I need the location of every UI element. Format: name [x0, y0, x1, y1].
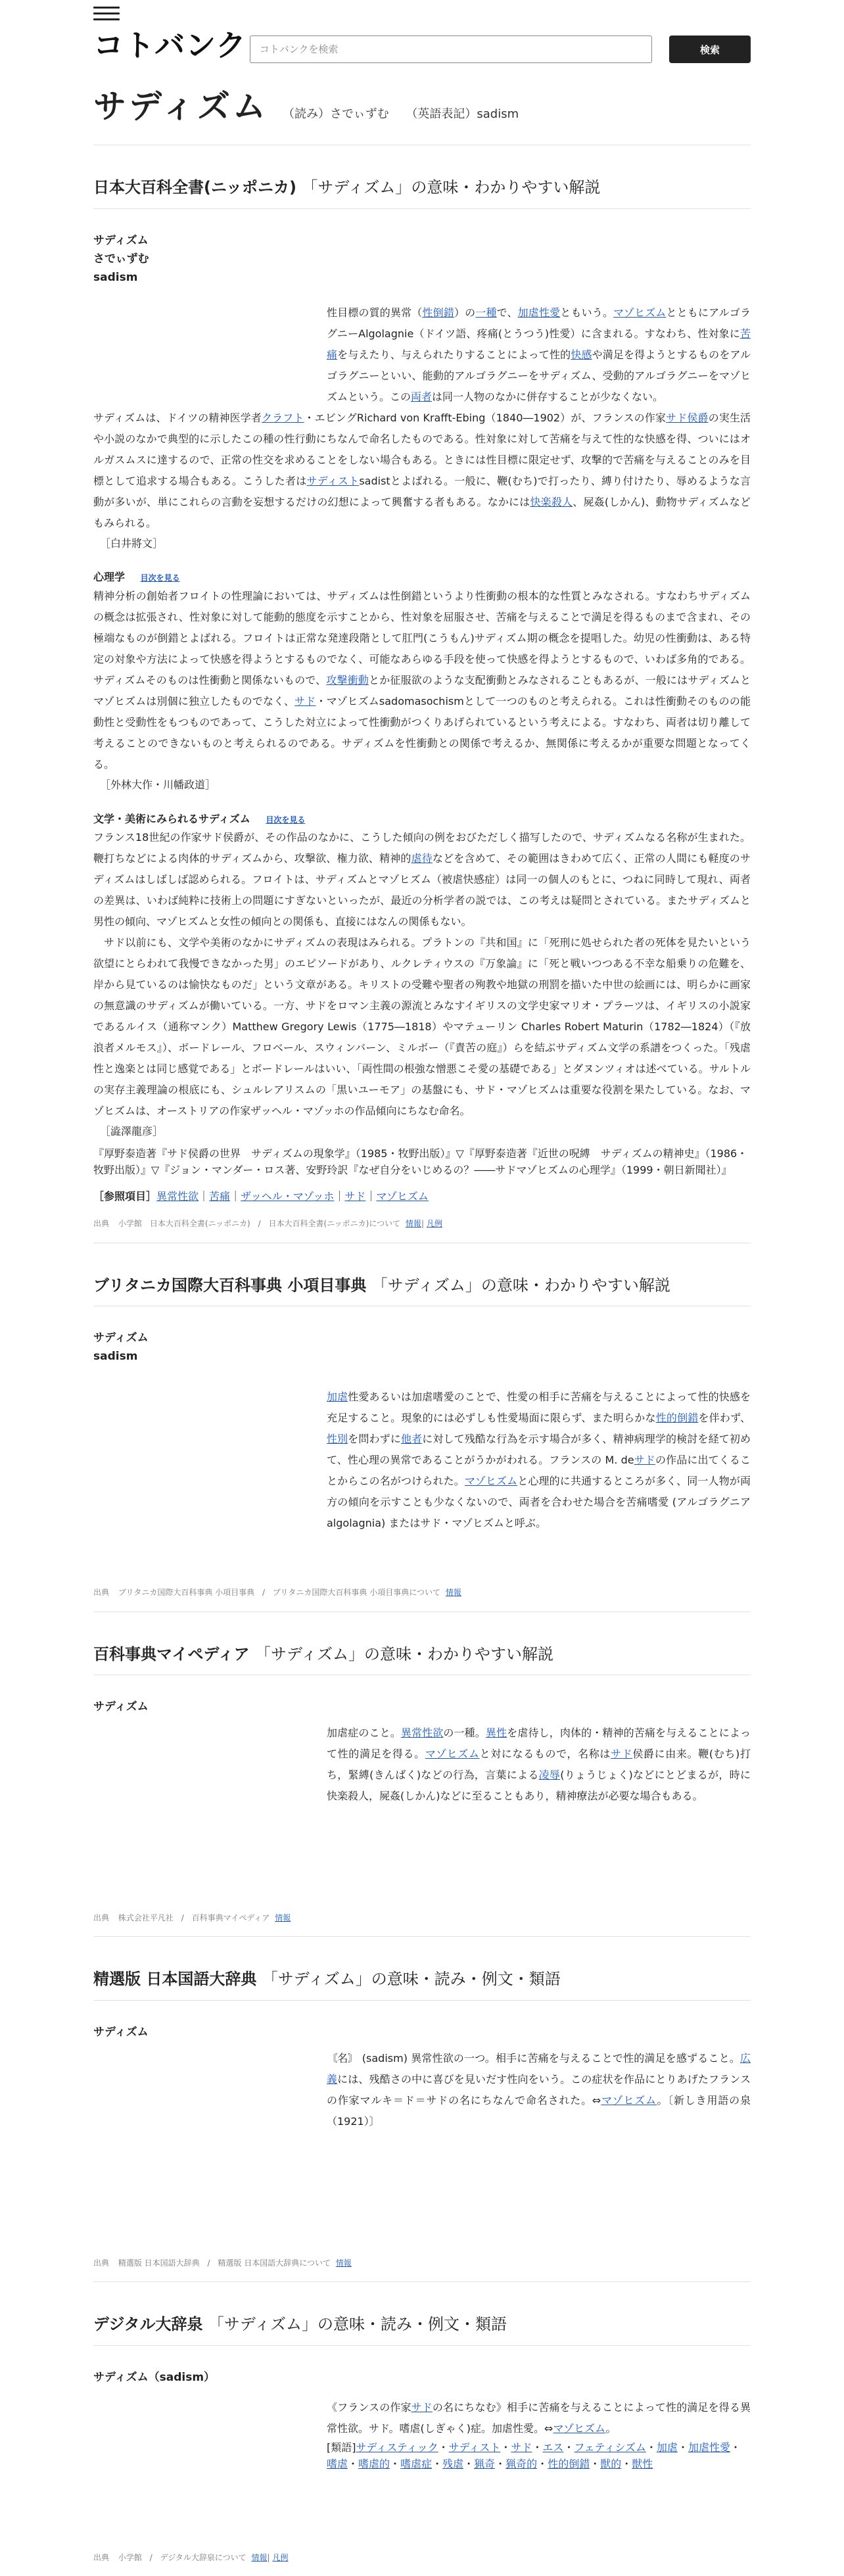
section-title-suffix: 「サディズム」の意味・読み・例文・類語: [262, 1970, 561, 1989]
page-title: サディズム: [93, 87, 268, 126]
definition-paragraph: サド以前にも、文学や美術のなかにサディズムの表現はみられる。プラトンの『共和国』に「死刑に処せられた者の死体を見たいという欲望にとらわれて我慢できなかった男」のエピソードがあり、ルクレティウスの『万象論』に「死と戦いつつある不幸な船乗りの危難を、岸から見ているのは愉快なものだ」という文章がある。キリストの受難や聖者の殉教や地獄の刑罰を描いた中世の絵画には、明らかに画家の無意識のサディズムが働いている。一方、サドをロマン主義の源流とみなすイギリスの文学史家マリオ・プラーツは、イギリスの小説家であるルイス（通称マンク）Matthew Gregory Lewis（1775―1818）やマテューリン Charles Robert Maturin（1782―1824）（『放浪者メルモス』）、ボードレール、フロベール、スウィンバーン、ミルボー（『責苦の庭』）らを結ぶサディズム文学の系譜をつくった。「残虐性と逸楽とは同じ感覚である」とボードレールはいい、「両性間の根強な憎悪こそ愛の基礎である」とダヌンツィオは述べている。サルトルの実存主義理論の根底にも、シュルレアリスムの「黒いユーモア」の基盤にも、サド・マゾヒズムは重要な役割を果たしている。なお、マゾヒズムは、オーストリアの作家ザッヘル・マゾッホの作品傾向にちなむ命名。: [93, 936, 751, 1118]
headword-english: sadism: [93, 270, 138, 284]
inline-term-link[interactable]: 攻撃衝動: [326, 673, 369, 686]
legend-link[interactable]: 凡例: [272, 2553, 289, 2563]
headword-english: sadism: [93, 1350, 138, 1364]
source-line: 出典 ブリタニカ国際大百科事典 小項目事典 / ブリタニカ国際大百科事典 小項目事典について 情報: [93, 1586, 751, 1611]
inline-term-link[interactable]: 広義: [327, 2052, 751, 2086]
source-about: 百科事典マイペディア: [191, 1913, 270, 1923]
related-term-link[interactable]: 性的倒錯: [548, 2458, 590, 2471]
section-title: [93, 2314, 751, 2346]
source-publisher: 株式会社平凡社: [118, 1913, 174, 1923]
inline-term-link[interactable]: 性別: [327, 1433, 348, 1446]
related-links: 異常性欲｜苦痛｜ザッヘル・マゾッホ｜サド｜マゾヒズム: [156, 1189, 429, 1203]
subsection-heading: [93, 811, 751, 828]
related-term-link[interactable]: サド: [511, 2441, 532, 2454]
section-title: [93, 1968, 751, 2001]
headword-kana: さでぃずむ: [93, 252, 149, 266]
related-label: [類語]: [327, 2441, 356, 2454]
info-link[interactable]: 情報: [405, 1219, 421, 1229]
definition-paragraph: 性目標の質的異常（性倒錯）の一種で、加虐性愛ともいう。マゾヒズムとともにアルゴラグニーAlgolagnie（ドイツ語、疼痛(とうつう)性愛）に含まれる。すなわち、性対象に苦痛を与えたり、与えられたりすることによって性的快感や満足を得ようとするものをアルゴラグニーといい、能動的アルゴラグニーをサディズム、受動的アルゴラグニーをマゾヒズムという。この両者は同一人物のなかに併存することが少なくない。: [327, 306, 751, 403]
definition-paragraph: 〘名〙 (sadism) 異常性欲の一つ。相手に苦痛を与えることで性的満足を感ずること。広義には、残酷さの中に喜びを見いだす性向をいう。この症状を作品にとりあげたフランスの作家マルキ＝ド＝サドの名にちなんで命名された。⇔マゾヒズム。〔新しき用語の泉（1921）〕: [327, 2052, 751, 2128]
section-daijisen: [93, 2282, 751, 2576]
related-term-link[interactable]: フェティシズム: [574, 2441, 646, 2454]
source-publisher: 精選版 日本国語大辞典: [118, 2258, 200, 2268]
word-meta: [283, 105, 519, 124]
related-term-link[interactable]: 残虐: [442, 2458, 464, 2471]
info-link[interactable]: 情報: [275, 1913, 291, 1923]
inline-term-link[interactable]: マゾヒズム: [613, 306, 667, 319]
headword: サディズム: [93, 2025, 149, 2039]
definition-paragraph: フランス18世紀の作家サド侯爵が、その作品のなかに、こうした傾向の例をおびただしく描写したので、サディズムなる名称が生まれた。鞭打ちなどによる肉体的サディズムから、攻撃欲、権力欲、精神的虐待などを含めて、その範囲はきわめて広く、正常の人間にも軽度のサディズムはしばしば認められる。フロイトは、サディズムとマゾヒズム（被虐快感症）は同一の個人のもとに、つねに同時して現れ、両者の差異は、いわば純粋に技術上の問題にすぎないといったが、最近の分析学者の説では、この考えは疑問とされている。またサディズムと男性の傾向、マゾヒズムと女性の傾向との関係も、直接にはなんの関係もない。: [93, 831, 751, 928]
inline-term-link[interactable]: 加虐性愛: [517, 306, 561, 319]
info-link[interactable]: 情報: [335, 2258, 352, 2268]
inline-term-link[interactable]: 虐待: [411, 852, 433, 865]
source-line: 出典 小学館 / デジタル大辞泉について 情報| 凡例: [93, 2553, 289, 2563]
search-button[interactable]: 検索: [669, 36, 751, 63]
inline-term-link[interactable]: 苦痛: [327, 327, 751, 361]
source-prefix: 出典: [93, 1588, 110, 1598]
dictionary-name: 精選版 日本国語大辞典: [93, 1970, 257, 1989]
headword: サディズム: [93, 1700, 149, 1714]
dictionary-name: デジタル大辞泉: [93, 2315, 203, 2334]
inline-term-link[interactable]: サド: [634, 1454, 656, 1467]
related-term-link[interactable]: サド: [344, 1189, 366, 1203]
section-seisenban: [93, 1937, 751, 2282]
definition-paragraph: 精神分析の創始者フロイトの性理論においては、サディズムは性倒錯というより性衝動の根本的な性質とみなされる。すなわちサディズムの概念は拡張され、性対象に対して能動的態度を示すことから、性対象を屈服させ、苦痛を与えることで満足を得るものまで含まれ、その極端なものが倒錯とよばれる。フロイトは正常な発達段階として肛門(こうもん)サディズム期の概念を提唱した。幼児の性衝動は、ある特定の対象や方法によって快感を得ようとするものでなく、可能なあらゆる手段を使って快感を得ようとするもので、いわば多角的である。サディズムそのものは性衝動と関係ないもので、攻撃衝動とか征服欲のような支配衝動とみなされることもあるが、一般にはサディズムとマゾヒズムは別個に独立したものでなく、サド・マゾヒズムsadomasochismとして一つのものと考えられる。これは性衝動そのものの能動性と受動性をもつものであって、こうした対立によって性衝動がつくりあげられているという考えによる。すなわち、両者は切り離して考えることのできないものと考えられるのである。サディズムを性衝動との関係で考えるか、無関係に考えるかが重要な問題となってくる。: [93, 589, 751, 771]
inline-term-link[interactable]: サド: [294, 694, 316, 707]
subsection-title: 文学・美術にみられるサディズム: [93, 812, 250, 825]
section-britannica: [93, 1243, 751, 1612]
menu-icon[interactable]: [93, 7, 120, 22]
word-title-block: [93, 87, 751, 145]
section-title: [93, 1644, 751, 1676]
related-term-link[interactable]: 獣性: [632, 2458, 653, 2471]
inline-term-link[interactable]: 性倒錯: [422, 306, 454, 319]
source-line: 出典 小学館 日本大百科全書(ニッポニカ) / 日本大百科全書(ニッポニカ)について 情報| 凡例: [93, 1218, 751, 1243]
related-term-link[interactable]: 異常性欲: [156, 1189, 199, 1203]
source-about: 精選版 日本国語大辞典について: [218, 2258, 331, 2268]
related-links: サディスティック・サディスト・サド・エス・フェティシズム・加虐・加虐性愛・嗜虐・嗜虐的・嗜虐症・残虐・猟奇・猟奇的・性的倒錯・獣的・獣性: [327, 2441, 741, 2471]
headword: サディズム: [93, 1331, 149, 1345]
word-reading: （読み）さでぃずむ: [283, 107, 389, 121]
section-title-suffix: 「サディズム」の意味・読み・例文・類語: [208, 2315, 507, 2334]
bibliography: 『厚野泰造著『サド侯爵の世界 サディズムの現象学』（1985・牧野出版）』▽『厚野泰造著『近世の呪縛 サディズムの精神史』（1986・牧野出版）』▽『ジョン・マンダー・ロス著、安野玲訳『なぜ自分をいじめるの？――サドマゾヒズムの心理学』（1999・朝日新聞社）』: [93, 1147, 748, 1177]
related-term-link[interactable]: 加虐性愛: [688, 2441, 730, 2454]
section-mypedia: [93, 1612, 751, 1938]
related-term-link[interactable]: 嗜虐症: [400, 2458, 433, 2471]
section-title-suffix: 「サディズム」の意味・わかりやすい解説: [254, 1644, 554, 1663]
section-title-suffix: 「サディズム」の意味・わかりやすい解説: [371, 1276, 670, 1295]
inline-term-link[interactable]: マゾヒズム: [464, 1475, 518, 1488]
section-title: [93, 1275, 751, 1307]
related-term-link[interactable]: 嗜虐: [327, 2458, 348, 2471]
page: [93, 0, 751, 2576]
inline-term-link[interactable]: 快楽殺人: [530, 495, 573, 508]
related-term-link[interactable]: 苦痛: [209, 1189, 231, 1203]
source-publisher: ブリタニカ国際大百科事典 小項目事典: [118, 1588, 255, 1598]
definition-paragraph: 加虐性愛あるいは加虐嗜愛のことで、性愛の相手に苦痛を与えることによって性的快感を充足すること。現象的には必ずしも性愛場面に限らず、また明らかな性的倒錯を伴わず、性別を問わずに他者に対して残酷な行為を示す場合が多く、精神病理学的検討を経て初めて、性心理の異常であることがうかがわれる。フランスの M. deサドの作品に出てくることからこの名がつけられた。マゾヒズムと心理的に共通するところが多く、同一人物が両方の傾向を示すことも少なくないので、両者を合わせた場合を苦痛嗜愛 (アルゴラグニア algolagnia) またはサド・マゾヒズムと呼ぶ。: [327, 1391, 751, 1530]
inline-term-link[interactable]: 一種: [475, 306, 497, 319]
headword: サディズム（sadism）: [93, 2370, 216, 2384]
subsection-title: 心理学: [93, 571, 126, 584]
legend-link[interactable]: 凡例: [426, 1219, 442, 1229]
inline-term-link[interactable]: 凌辱: [538, 1769, 561, 1782]
inline-term-link[interactable]: サド侯爵: [666, 411, 709, 424]
definition-paragraph: 《フランスの作家サドの名にちなむ》相手に苦痛を与えることによって性的満足を得る異常性欲。サド。嗜虐(しぎゃく)症。加虐性愛。⇔マゾヒズム。: [327, 2400, 751, 2435]
author-credit: ［白井將文］: [100, 537, 164, 550]
related-term-link[interactable]: マゾヒズム: [376, 1189, 429, 1203]
headword: サディズム: [93, 233, 149, 247]
source-prefix: 出典: [93, 2553, 110, 2563]
site-header: [93, 3, 751, 75]
definition-paragraph: 加虐症のこと。異常性欲の一種。異性を虐待し，肉体的・精神的苦痛を与えることによって性的満足を得る。マゾヒズムと対になるもので，名称はサド侯爵に由来。鞭(むち)打ち，緊縛(きんばく)などの行為，言葉による凌辱(りょうじょく)などにとどまるが，時に快楽殺人，屍姦(しかん)などに至ることもあり，精神療法が必要な場合もある。: [327, 1727, 751, 1803]
related-term-link[interactable]: 猟奇的: [505, 2458, 538, 2471]
inline-term-link[interactable]: サド: [411, 2400, 433, 2414]
word-english: （英語表記）sadism: [406, 107, 519, 121]
inline-term-link[interactable]: 加虐: [327, 1391, 348, 1404]
related-term-link[interactable]: ザッヘル・マゾッホ: [241, 1189, 335, 1203]
related-terms: [93, 1188, 751, 1205]
search-input[interactable]: [250, 36, 652, 63]
info-link[interactable]: 情報: [445, 1588, 461, 1598]
section-title-suffix: 「サディズム」の意味・わかりやすい解説: [302, 178, 601, 197]
related-term-link[interactable]: エス: [542, 2441, 564, 2454]
inline-term-link[interactable]: 異常性欲: [400, 1727, 444, 1740]
toc-link[interactable]: 目次を見る: [140, 573, 180, 583]
info-link[interactable]: 情報: [251, 2553, 268, 2563]
source-about: 日本大百科全書(ニッポニカ)について: [268, 1219, 401, 1229]
dictionary-name: 百科事典マイペディア: [93, 1644, 250, 1663]
section-title: [93, 177, 751, 209]
related-terms: [327, 2439, 751, 2473]
source-line: 出典 株式会社平凡社 / 百科事典マイペディア 情報: [93, 1912, 751, 1937]
inline-term-link[interactable]: マゾヒズム: [425, 1748, 480, 1761]
inline-term-link[interactable]: マゾヒズム: [553, 2421, 606, 2435]
inline-term-link[interactable]: クラフト: [262, 411, 304, 424]
inline-term-link[interactable]: サディスト: [306, 474, 360, 487]
inline-term-link[interactable]: 性的倒錯: [655, 1412, 699, 1425]
subsection-heading: [93, 569, 751, 586]
inline-term-link[interactable]: 異性: [485, 1727, 507, 1740]
related-term-link[interactable]: 加虐: [656, 2441, 678, 2454]
site-logo[interactable]: コトバンク: [93, 28, 247, 63]
source-line: 出典 精選版 日本国語大辞典 / 精選版 日本国語大辞典について 情報: [93, 2257, 751, 2282]
toc-link[interactable]: 目次を見る: [266, 815, 306, 824]
source-about: ブリタニカ国際大百科事典 小項目事典について: [272, 1588, 440, 1598]
inline-term-link[interactable]: 両者: [411, 390, 433, 403]
source-publisher: 小学館: [118, 2553, 142, 2563]
inline-term-link[interactable]: 快感: [571, 348, 592, 361]
source-about: デジタル大辞泉について: [160, 2553, 246, 2563]
author-credit: ［澁澤龍彦］: [100, 1125, 164, 1138]
definition-paragraph: サディズムは、ドイツの精神医学者クラフト・エビングRichard von Krafft-Ebing（1840―1902）が、フランスの作家サド侯爵の実生活や小説のなかで典型的に示したこの種の性行動にちなんで命名したものである。性対象に対して苦痛を与えて性的な快感を得、ついにはオルガスムスに達するので、正常の性交を求めることをしない場合もある。ときには性目標に限定せず、攻撃的で苦痛を与えることのみを目標として追求する場合もある。こうした者はサディストsadistとよばれる。一般に、鞭(むち)で打ったり、縛り付けたり、辱めるような言動が多いが、単にこれらの言動を妄想するだけの幻想によって興奮する者もある。なかには快楽殺人、屍姦(しかん)、動物サディズムなどもみられる。: [93, 411, 751, 529]
inline-term-link[interactable]: 他者: [400, 1433, 423, 1446]
inline-term-link[interactable]: マゾヒズム: [601, 2094, 657, 2107]
source-prefix: 出典: [93, 1219, 110, 1229]
related-term-link[interactable]: 猟奇: [474, 2458, 496, 2471]
dictionary-name: ブリタニカ国際大百科事典 小項目事典: [93, 1276, 367, 1295]
related-term-link[interactable]: 獣的: [600, 2458, 622, 2471]
related-term-link[interactable]: サディスティック: [356, 2441, 438, 2454]
related-term-link[interactable]: 嗜虐的: [358, 2458, 390, 2471]
source-prefix: 出典: [93, 1913, 110, 1923]
inline-term-link[interactable]: サド: [611, 1748, 633, 1761]
dictionary-name: 日本大百科全書(ニッポニカ): [93, 178, 296, 197]
source-publisher: 小学館 日本大百科全書(ニッポニカ): [118, 1219, 250, 1229]
author-credit: ［外林大作・川幡政道］: [100, 778, 216, 791]
related-label: ［参照項目］: [93, 1189, 157, 1203]
section-nipponica: [93, 145, 751, 1243]
source-prefix: 出典: [93, 2258, 110, 2268]
related-term-link[interactable]: サディスト: [448, 2441, 501, 2454]
